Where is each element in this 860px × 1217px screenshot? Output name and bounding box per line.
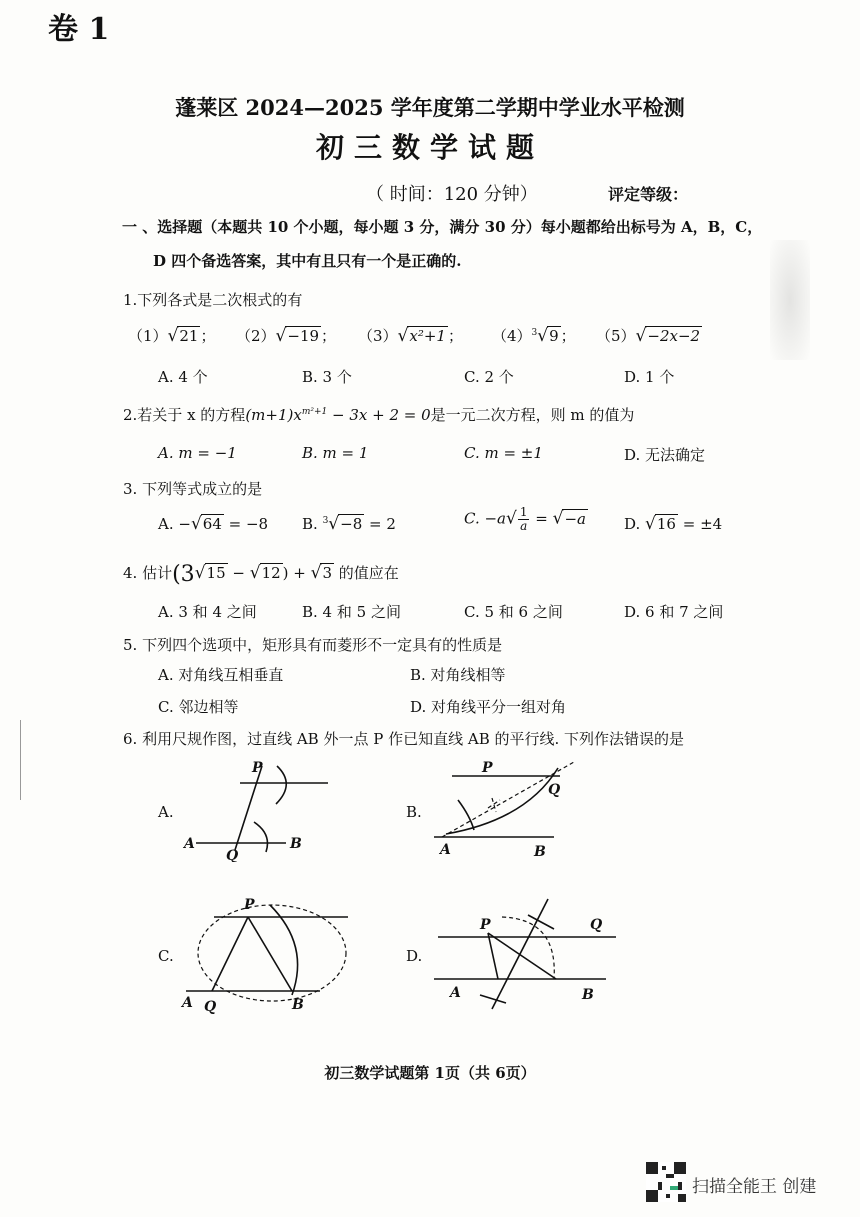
q6-option-b: B.: [406, 803, 422, 821]
q1-item-3: （3）√x²+1 ；: [358, 326, 463, 346]
fig-a-label-b: B: [290, 836, 302, 852]
fig-d-segment-2: [488, 933, 498, 979]
q5-stem: 5. 下列四个选项中，矩形具有而菱形不一定具有的性质是: [123, 636, 503, 654]
q6-option-c: C.: [158, 947, 174, 965]
fig-b-label-b: B: [534, 844, 546, 860]
scan-smudge: [770, 240, 810, 360]
q6-figure-a: [180, 752, 340, 862]
q2-option-a: A. m = −1: [158, 444, 237, 462]
q6-option-d: D.: [406, 947, 423, 965]
q6-option-a: A.: [158, 803, 174, 821]
fig-d-label-b: B: [582, 987, 594, 1003]
q1-stem: 1.下列各式是二次根式的有: [123, 291, 303, 309]
fig-c-side-pb: [248, 917, 292, 991]
q1-option-c: C. 2 个: [464, 368, 514, 386]
page-footer: 初三数学试题第 1页（共 6页）: [324, 1064, 536, 1082]
grade-label: 评定等级：: [608, 185, 689, 204]
fig-d-cross-top: [528, 915, 554, 929]
q4-stem: 4. 估计(3√15 − √12 ) + √3 的值应在: [123, 562, 399, 587]
fig-a-label-p: P: [252, 760, 263, 776]
q3-stem: 3. 下列等式成立的是: [123, 480, 263, 498]
q5-option-b: B. 对角线相等: [410, 666, 506, 684]
fig-c-label-q: Q: [204, 999, 217, 1015]
fig-b-label-p: P: [482, 760, 493, 776]
fig-d-label-p: P: [480, 917, 491, 933]
q1-item-2: （2）√−19 ；: [236, 326, 337, 346]
fig-a-arc-q: [254, 822, 268, 852]
section-instruction-line2: D 四个备选答案，其中有且只有一个是正确的.: [153, 252, 462, 270]
q5-option-d: D. 对角线平分一组对角: [410, 698, 567, 716]
q2-stem: 2.若关于 x 的方程$(m+1)x^{m^2+1} - 3x + 2 = 0$是一元二次方程，则 m 的值为: [123, 406, 635, 424]
fig-c-side-pq: [212, 917, 248, 991]
fig-d-segment-1: [488, 933, 556, 979]
q3-option-d: D. √16 = ±4: [624, 514, 723, 534]
q1-option-b: B. 3 个: [302, 368, 352, 386]
scan-edge-line: [20, 720, 21, 800]
fig-b-arc: [446, 768, 561, 834]
q5-option-a: A. 对角线互相垂直: [158, 666, 284, 684]
scanner-watermark: 扫描全能王 创建: [692, 1177, 817, 1197]
fig-b-small-arc: [458, 800, 474, 830]
fig-a-label-a: A: [184, 836, 195, 852]
q3-option-c: C. −a√ $\frac{1}{a}$ = √−a: [464, 505, 586, 533]
fig-b-label-a: A: [440, 842, 451, 858]
q1-item-1: （1）√21 ；: [128, 326, 216, 346]
fig-c-arc: [270, 905, 298, 995]
q6-stem: 6. 利用尺规作图，过直线 AB 外一点 P 作已知直线 AB 的平行线. 下列作法错误的是: [123, 730, 685, 748]
fig-d-label-q: Q: [590, 917, 603, 933]
q6-figure-b: [430, 756, 590, 864]
section-instruction-line1: 一 、选择题（本题共 10 个小题，每小题 3 分，满分 30 分）每小题都给出标号为 A，B，C，: [122, 218, 763, 236]
fig-a-arc-p: [276, 766, 286, 804]
q1-option-a: A. 4 个: [158, 368, 208, 386]
exam-subject-title: 初三数学试题: [315, 131, 544, 164]
q4-option-a: A. 3 和 4 之间: [158, 603, 257, 621]
q3-option-b: B. $^3$√−8 = 2: [302, 514, 396, 534]
fig-d-long-line: [492, 899, 548, 1009]
exam-time: （ 时间：120 分钟）: [366, 184, 538, 205]
fig-d-label-a: A: [450, 985, 461, 1001]
fig-c-label-b: B: [292, 997, 304, 1013]
exam-header-title: 蓬莱区 2024—2025 学年度第二学期中学业水平检测: [175, 95, 685, 120]
fig-c-label-p: P: [244, 897, 255, 913]
q1-item-4: $(4)^3√9$ ；: [492, 326, 576, 346]
q2-option-c: C. m = ±1: [464, 444, 543, 462]
volume-label: 卷 1: [48, 12, 110, 47]
fig-b-label-q: Q: [548, 782, 561, 798]
q5-option-c: C. 邻边相等: [158, 698, 239, 716]
q2-option-d: D. 无法确定: [624, 446, 706, 464]
q1-option-d: D. 1 个: [624, 368, 675, 386]
qr-code-icon: [646, 1162, 686, 1202]
fig-d-cross-bottom: [480, 995, 506, 1003]
fig-b-dashed-diagonal: [442, 762, 574, 837]
q1-item-5: （5）√−2x−2: [596, 326, 701, 346]
fig-c-label-a: A: [182, 995, 193, 1011]
fig-a-transversal: [235, 766, 262, 850]
fig-b-cross-2: [492, 798, 496, 812]
fig-c-dashed-circle: [198, 905, 346, 1001]
q6-figure-c: [180, 895, 356, 1017]
q4-option-d: D. 6 和 7 之间: [624, 603, 724, 621]
q4-option-c: C. 5 和 6 之间: [464, 603, 563, 621]
q6-figure-d: [430, 895, 620, 1017]
q3-option-a: A. −√64 = −8: [158, 514, 269, 534]
fig-a-label-q: Q: [226, 848, 239, 862]
q4-option-b: B. 4 和 5 之间: [302, 603, 401, 621]
q2-option-b: B. m = 1: [302, 444, 369, 462]
